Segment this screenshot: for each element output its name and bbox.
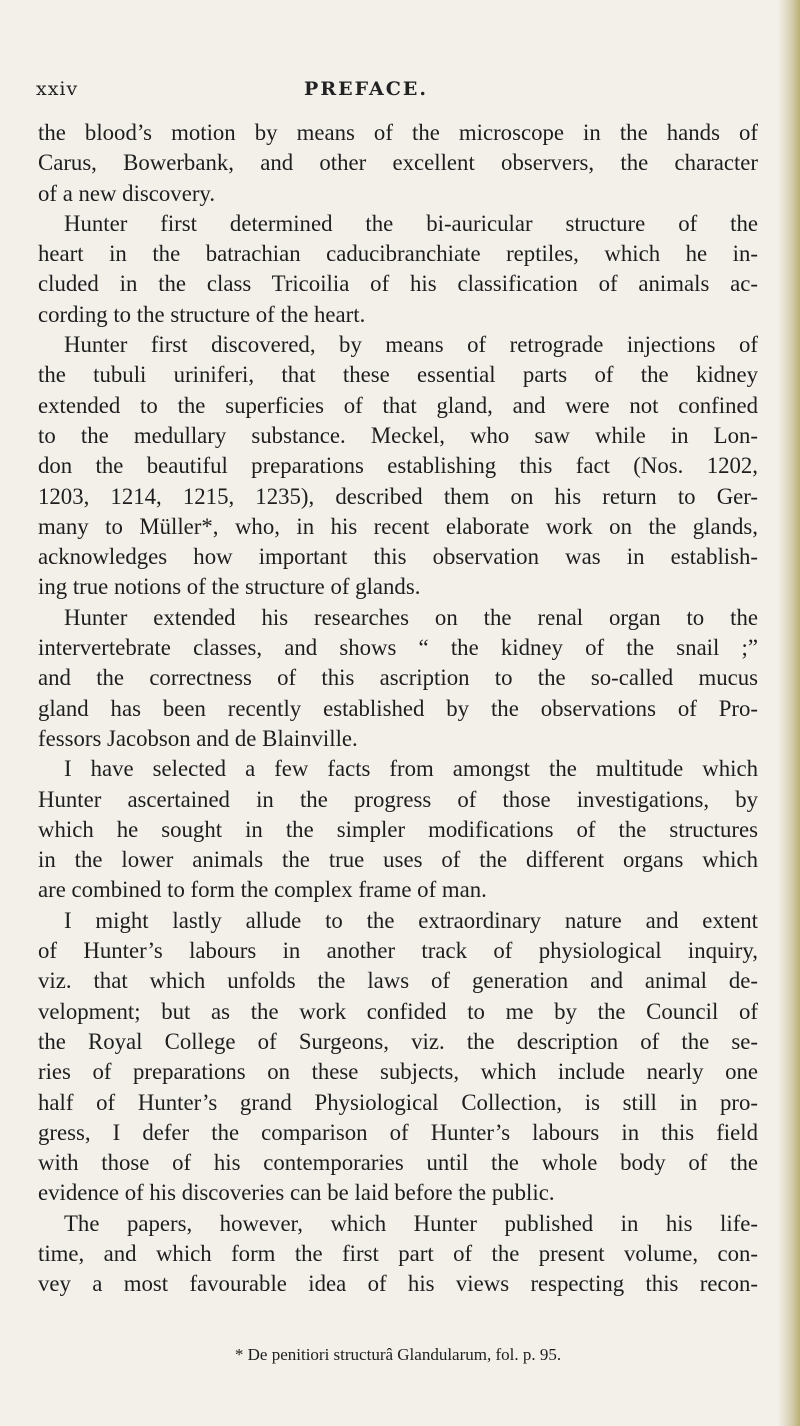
text-line: the blood’s motion by means of the microscope in the hands of — [38, 120, 758, 145]
footnote: * De penitiori structurâ Glandularum, fol. p. 95. — [234, 1345, 562, 1364]
text-line: intervertebrate classes, and shows “ the kidney of the snail ;” — [38, 635, 758, 661]
page-number: xxiv — [36, 78, 79, 100]
text-line: extended to the superficies of that gland, and were not confined — [38, 392, 758, 418]
page-header — [36, 78, 696, 106]
text-line: of Hunter’s labours in another track of physiological inquiry, — [38, 938, 758, 964]
text-line: 1203, 1214, 1215, 1235), described them on his return to Ger- — [38, 483, 758, 509]
text-line: to the medullary substance. Meckel, who saw while in Lon- — [38, 422, 758, 448]
text-line: acknowledges how important this observation was in establish- — [38, 544, 758, 570]
text-line: ries of preparations on these subjects, which include nearly one — [38, 1059, 758, 1085]
body-text — [38, 118, 758, 1300]
text-line: gress, I defer the comparison of Hunter’s labours in this field — [38, 1119, 758, 1145]
text-line: I might lastly allude to the extraordinary nature and extent — [64, 907, 758, 933]
page-edge-shadow — [778, 0, 800, 1426]
text-line: heart in the batrachian caducibranchiate reptiles, which he in- — [38, 241, 758, 267]
text-line: Hunter first determined the bi-auricular structure of the — [64, 210, 758, 236]
text-line: many to Müller*, who, in his recent elaborate work on the glands, — [38, 513, 758, 539]
text-line: the tubuli uriniferi, that these essential parts of the kidney — [38, 362, 758, 388]
text-line: Hunter extended his researches on the renal organ to the — [64, 604, 758, 630]
text-line: cluded in the class Tricoilia of his classification of animals ac- — [38, 271, 758, 297]
text-line: half of Hunter’s grand Physiological Collection, is still in pro- — [38, 1089, 758, 1115]
text-line: in the lower animals the true uses of the different organs which — [38, 847, 758, 873]
text-line: fessors Jacobson and de Blainville. — [38, 725, 358, 751]
text-line: time, and which form the first part of the present volume, con- — [38, 1240, 758, 1266]
text-line: velopment; but as the work confided to me by the Council of — [38, 998, 758, 1024]
text-line: of a new discovery. — [38, 180, 216, 206]
text-line: don the beautiful preparations establishing this fact (Nos. 1202, — [38, 453, 758, 479]
text-line: Hunter first discovered, by means of retrograde injections of — [64, 332, 758, 358]
text-line: gland has been recently established by the observations of Pro- — [38, 695, 758, 721]
text-line: are combined to form the complex frame of man. — [38, 877, 487, 903]
text-line: with those of his contemporaries until the whole body of the — [38, 1150, 758, 1176]
text-line: evidence of his discoveries can be laid before the public. — [38, 1180, 555, 1206]
text-line: vey a most favourable idea of his views respecting this recon- — [38, 1271, 758, 1297]
text-line: cording to the structure of the heart. — [38, 301, 366, 327]
text-line: I have selected a few facts from amongst the multitude which — [64, 756, 758, 782]
text-line: which he sought in the simpler modifications of the structures — [38, 816, 758, 842]
text-line: the Royal College of Surgeons, viz. the description of the se- — [38, 1028, 758, 1054]
text-line: Hunter ascertained in the progress of those investigations, by — [38, 786, 758, 812]
text-line: Carus, Bowerbank, and other excellent observers, the character — [38, 150, 758, 176]
running-head: PREFACE. — [304, 78, 428, 100]
text-line: ing true notions of the structure of glands. — [38, 574, 421, 600]
text-line: The papers, however, which Hunter published in his life- — [64, 1210, 758, 1236]
text-line: viz. that which unfolds the laws of generation and animal de- — [38, 968, 758, 994]
text-line: and the correctness of this ascription to the so-called mucus — [38, 665, 758, 691]
